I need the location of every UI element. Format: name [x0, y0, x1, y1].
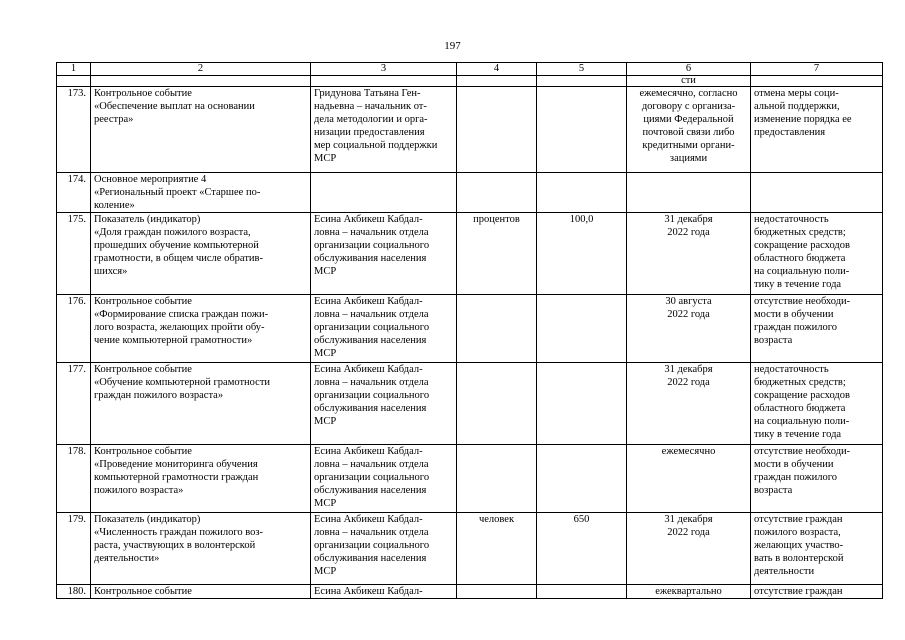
risk-description-text: отсутствие граждан — [754, 586, 843, 597]
event-name-text: Контрольное событие «Обучение компьютерной грамотности граждан пожилого возраста» — [94, 364, 271, 401]
deadline-text: 31 декабря 2022 года — [664, 214, 713, 238]
unit-of-measure — [457, 213, 537, 295]
cell-empty — [311, 76, 457, 87]
unit-of-measure — [457, 295, 537, 363]
risk-description — [751, 513, 883, 585]
target-value — [537, 295, 627, 363]
table-row — [57, 445, 883, 513]
risk-description — [751, 445, 883, 513]
target-value — [537, 173, 627, 213]
risk-description-text: отсутствие необходи- мости в обучении граждан пожилого возраста — [754, 446, 851, 496]
column-header: 3 — [311, 63, 457, 76]
column-header: 5 — [537, 63, 627, 76]
deadline-text: ежемесячно — [661, 446, 716, 457]
header-row — [57, 63, 883, 76]
responsible-person — [311, 295, 457, 363]
column-header: 4 — [457, 63, 537, 76]
event-name-text: Контрольное событие «Обеспечение выплат на основании реестра» — [94, 88, 255, 125]
table-row — [57, 513, 883, 585]
target-value — [537, 445, 627, 513]
cell-empty — [91, 76, 311, 87]
deadline-text: ежемесячно, согласно договору с организа- циями Федеральной почтовой связи либо кредитными органи- зациями — [639, 88, 738, 164]
row-number-text: 175. — [67, 214, 86, 225]
table-row — [57, 87, 883, 173]
deadline — [627, 295, 751, 363]
target-value — [537, 363, 627, 445]
event-name — [91, 295, 311, 363]
event-name-text: Основное мероприятие 4 «Региональный проект «Старшее по- коление» — [94, 174, 261, 211]
event-name — [91, 585, 311, 599]
responsible-person-text: Есина Акбикеш Кабдал- ловна – начальник отдела организации социального обслуживания населения МСР — [314, 296, 430, 359]
risk-description-text: недостаточность бюджетных средств; сокращение расходов областного бюджета на социальную поли- тику в течение года — [754, 214, 850, 290]
deadline-text: 31 декабря 2022 года — [664, 514, 713, 538]
row-number-text: 180. — [67, 586, 86, 597]
target-value — [537, 87, 627, 173]
event-name-text: Контрольное событие «Проведение мониторинга обучения компьютерной грамотности граждан пожилого возраста» — [94, 446, 259, 496]
row-number-text: 177. — [67, 364, 86, 375]
responsible-person — [311, 585, 457, 599]
target-value-text: 650 — [573, 514, 590, 525]
row-number — [57, 295, 91, 363]
table-row — [57, 363, 883, 445]
unit-of-measure — [457, 445, 537, 513]
carry-over-row — [57, 76, 883, 87]
deadline — [627, 213, 751, 295]
risk-description-text: отмена меры соци- альной поддержки, изменение порядка ее предоставления — [754, 88, 852, 138]
risk-description — [751, 363, 883, 445]
event-name — [91, 513, 311, 585]
target-value-text: 100,0 — [569, 214, 594, 225]
row-number — [57, 445, 91, 513]
risk-description — [751, 87, 883, 173]
risk-description-text: отсутствие граждан пожилого возраста, желающих участво- вать в волонтерской деятельности — [754, 514, 844, 577]
plan-table — [56, 62, 883, 599]
page-number: 197 — [444, 40, 461, 52]
row-number-text: 176. — [67, 296, 86, 307]
deadline — [627, 363, 751, 445]
row-number — [57, 585, 91, 599]
risk-description-text: отсутствие необходи- мости в обучении граждан пожилого возраста — [754, 296, 851, 346]
row-number — [57, 363, 91, 445]
risk-description-text: недостаточность бюджетных средств; сокращение расходов областного бюджета на социальную поли- тику в течение года — [754, 364, 850, 440]
table-row — [57, 585, 883, 599]
event-name — [91, 213, 311, 295]
event-name — [91, 173, 311, 213]
cell-empty — [751, 76, 883, 87]
deadline — [627, 445, 751, 513]
risk-description — [751, 295, 883, 363]
cell-empty — [457, 76, 537, 87]
deadline — [627, 513, 751, 585]
responsible-person-text: Есина Акбикеш Кабдал- ловна – начальник отдела организации социального обслуживания населения МСР — [314, 364, 430, 427]
cell-empty — [57, 76, 91, 87]
row-number — [57, 213, 91, 295]
risk-description — [751, 173, 883, 213]
cell-empty — [537, 76, 627, 87]
table-row — [57, 295, 883, 363]
deadline — [627, 173, 751, 213]
risk-description — [751, 213, 883, 295]
responsible-person — [311, 445, 457, 513]
row-number-text: 179. — [67, 514, 86, 525]
deadline-text: 31 декабря 2022 года — [664, 364, 713, 388]
responsible-person — [311, 87, 457, 173]
deadline — [627, 585, 751, 599]
carry-over-deadline: сти — [627, 76, 751, 87]
responsible-person — [311, 173, 457, 213]
event-name — [91, 445, 311, 513]
column-header: 7 — [751, 63, 883, 76]
event-name-text: Контрольное событие «Формирование списка граждан пожи- лого возраста, желающих пройти обу- чение компьютерной грамотности» — [94, 296, 269, 346]
responsible-person-text: Гридунова Татьяна Ген- надьевна – начальник от- дела методологии и орга- низации предоставления мер социальной поддержки МСР — [314, 88, 438, 164]
unit-of-measure-text: процентов — [473, 214, 520, 225]
unit-of-measure — [457, 87, 537, 173]
responsible-person-text: Есина Акбикеш Кабдал- ловна – начальник отдела организации социального обслуживания населения МСР — [314, 214, 430, 277]
row-number — [57, 87, 91, 173]
unit-of-measure-text: человек — [478, 514, 515, 525]
deadline — [627, 87, 751, 173]
deadline-text: 30 августа 2022 года — [665, 296, 712, 320]
row-number — [57, 513, 91, 585]
target-value — [537, 585, 627, 599]
target-value — [537, 213, 627, 295]
column-header: 6 — [627, 63, 751, 76]
responsible-person-text: Есина Акбикеш Кабдал- — [314, 586, 423, 597]
deadline-text: ежеквартально — [655, 586, 722, 597]
risk-description — [751, 585, 883, 599]
responsible-person — [311, 363, 457, 445]
responsible-person-text: Есина Акбикеш Кабдал- ловна – начальник отдела организации социального обслуживания населения МСР — [314, 446, 430, 509]
event-name — [91, 87, 311, 173]
event-name-text: Показатель (индикатор) «Численность граждан пожилого воз- раста, участвующих в волонтерской деятельности» — [94, 514, 264, 564]
unit-of-measure — [457, 173, 537, 213]
responsible-person — [311, 513, 457, 585]
event-name-text: Показатель (индикатор) «Доля граждан пожилого возраста, прошедших обучение компьютерной грамотности, в общем числе обратив- шихся» — [94, 214, 263, 277]
row-number-text: 173. — [67, 88, 86, 99]
unit-of-measure — [457, 585, 537, 599]
event-name-text: Контрольное событие — [94, 586, 192, 597]
responsible-person — [311, 213, 457, 295]
unit-of-measure — [457, 363, 537, 445]
row-number-text: 178. — [67, 446, 86, 457]
unit-of-measure — [457, 513, 537, 585]
row-number-text: 174. — [67, 174, 86, 185]
column-header: 2 — [91, 63, 311, 76]
row-number — [57, 173, 91, 213]
responsible-person-text: Есина Акбикеш Кабдал- ловна – начальник отдела организации социального обслуживания населения МСР — [314, 514, 430, 577]
target-value — [537, 513, 627, 585]
event-name — [91, 363, 311, 445]
column-header: 1 — [57, 63, 91, 76]
table-row — [57, 213, 883, 295]
table-row — [57, 173, 883, 213]
